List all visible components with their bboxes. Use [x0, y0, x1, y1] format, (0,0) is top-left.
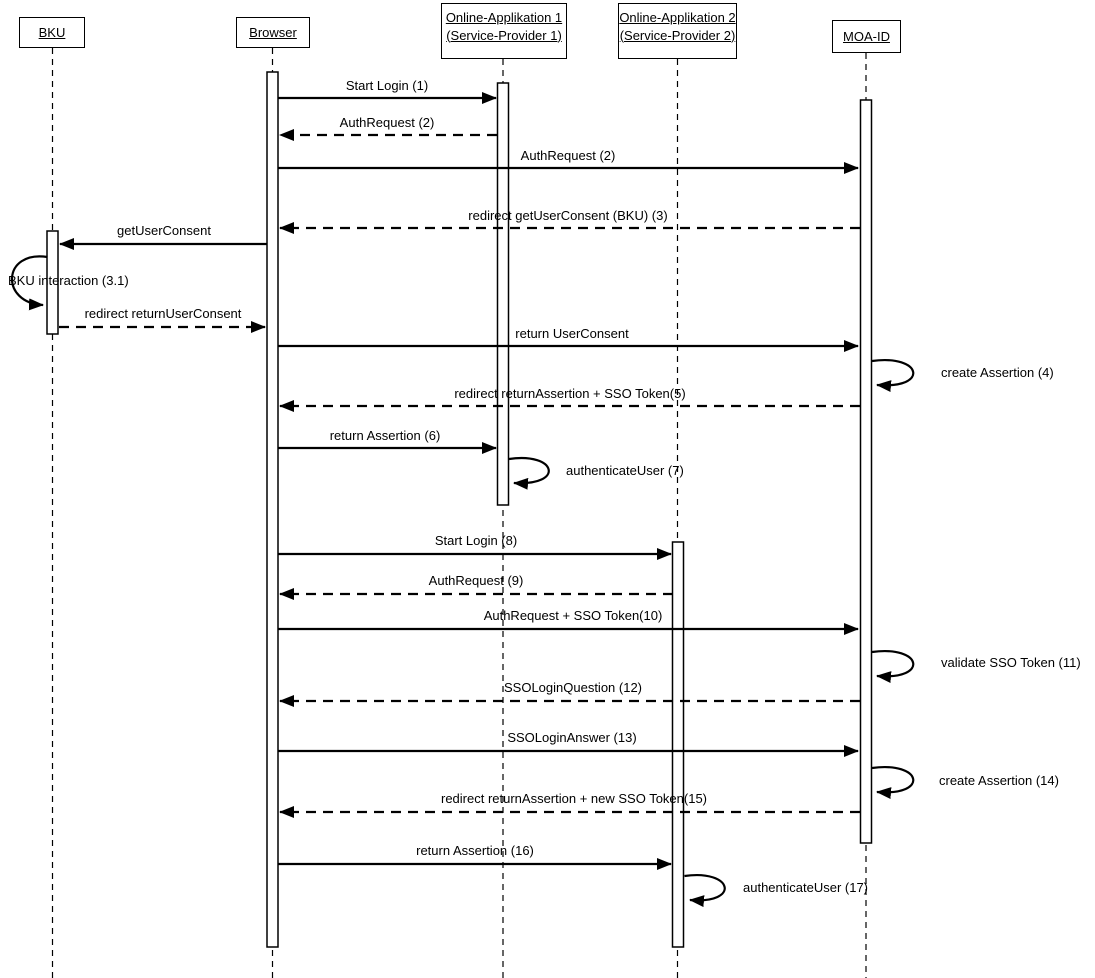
- actor-label-bku: BKU: [38, 24, 66, 40]
- message-label-4: getUserConsent: [117, 223, 211, 238]
- activation-bar-oa1: [498, 83, 509, 505]
- actor-sublabel-oa2: (Service-Provider 2): [619, 27, 736, 43]
- message-arrows: [12, 98, 913, 900]
- activation-bars: [47, 72, 872, 947]
- actor-box-oa1: [441, 3, 567, 59]
- activation-bar-moa: [861, 100, 872, 843]
- message-label-10: return Assertion (6): [329, 428, 441, 443]
- message-label-14: AuthRequest + SSO Token(10): [483, 608, 663, 623]
- message-label-11: authenticateUser (7): [566, 463, 684, 478]
- message-arrow-15-self-moa: [872, 651, 913, 676]
- message-arrow-18-self-moa: [872, 767, 913, 792]
- activation-bar-browser: [267, 72, 278, 947]
- lifelines: [53, 48, 867, 978]
- message-label-19: redirect returnAssertion + new SSO Token(15): [440, 791, 708, 806]
- actor-label-oa1: Online-Applikation 1: [445, 10, 563, 25]
- message-label-16: SSOLoginQuestion (12): [503, 680, 643, 695]
- message-label-9: redirect returnAssertion + SSO Token(5): [454, 386, 686, 401]
- message-label-21: authenticateUser (17): [743, 880, 869, 895]
- actor-box-browser: [236, 17, 310, 48]
- message-arrow-21-self-oa2: [685, 875, 725, 900]
- message-label-17: SSOLoginAnswer (13): [507, 730, 637, 745]
- actor-label-moa: MOA-ID: [843, 28, 890, 44]
- message-label-5: BKU interaction (3.1): [8, 273, 129, 288]
- message-label-8: create Assertion (4): [941, 365, 1054, 380]
- message-label-13: AuthRequest (9): [428, 573, 524, 588]
- message-arrow-8-self-moa: [872, 360, 913, 385]
- message-label-0: Start Login (1): [345, 78, 429, 93]
- message-label-2: AuthRequest (2): [520, 148, 616, 163]
- actor-sublabel-oa1: (Service-Provider 1): [446, 27, 562, 43]
- message-label-15: validate SSO Token (11): [941, 655, 1081, 670]
- actor-box-oa2: [618, 3, 737, 59]
- message-label-3: redirect getUserConsent (BKU) (3): [468, 208, 668, 223]
- actor-label-browser: Browser: [249, 24, 297, 40]
- message-label-20: return Assertion (16): [416, 843, 534, 858]
- activation-bar-oa2: [673, 542, 684, 947]
- message-arrow-11-self-oa1: [509, 458, 549, 483]
- message-label-1: AuthRequest (2): [339, 115, 435, 130]
- message-label-7: return UserConsent: [515, 326, 629, 341]
- message-label-18: create Assertion (14): [939, 773, 1059, 788]
- message-label-6: redirect returnUserConsent: [84, 306, 242, 321]
- message-label-12: Start Login (8): [434, 533, 518, 548]
- actor-box-moa: [832, 20, 901, 53]
- actor-label-oa2: Online-Applikation 2: [619, 10, 736, 25]
- actor-box-bku: [19, 17, 85, 48]
